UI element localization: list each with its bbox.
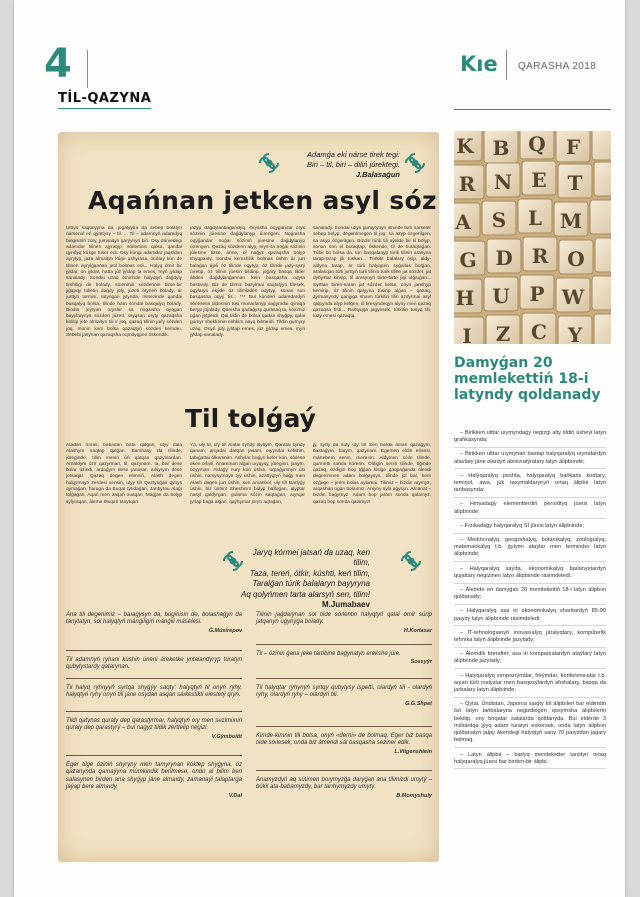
quote bbox=[256, 651, 432, 667]
svg-text:F: F bbox=[565, 135, 581, 159]
svg-text:U: U bbox=[492, 284, 510, 308]
quote-text: Eger tilge óziniń shyryny men tamyrynan kóktep shyǵyna, óz qazanynda qaınaýyna múmkindik berilmese, ondo al bilim beri salasynen birden ana shyǵyp jáne almaıdy, zamanaýi talaptarǵa jaýap bere almaıdy. bbox=[66, 762, 242, 791]
quote-divider bbox=[256, 644, 432, 645]
quote-text: Ana tili degenimiz – baıaǵysyn da, búginisin de, bolashaǵyn da tanytatyn, sol halyqtyń mánǵiligiń mánǵili máselesi. bbox=[66, 612, 242, 626]
svg-text:S: S bbox=[491, 208, 507, 232]
article-title: Aqańnan jetken asyl sóz bbox=[88, 186, 437, 215]
quote-divider bbox=[256, 726, 432, 727]
quote-author: Ǵ.Músirepov bbox=[208, 627, 242, 634]
quote-text: Til adamnyń ryhani kúshin úneni áreketke yntalandyryp turatyn qubylystardy qatarynan. bbox=[66, 657, 242, 671]
quote-text: Kimde-kimnin tili bolsa, onyń «derni» de bolmaq. Eger biz basqa tilde sóılesek, onda biz ámendi sál basqasha seziner edik. bbox=[256, 733, 432, 747]
article-column: Ýa, uly til, uly til! Alatai syndy alybym, Qaratai syndy qanam, arqadai darqan jasam, oıyyndai kelistim, tabıǵattai ólkemnim. Ashylar baǵyn keler kún, sóılese eken orlasi. Anamman algan uıyqysy, júreginn, janym, ozyyman. Aldaǵy nury kún úshin, urpaǵymnyn úsi úshin, namysymnyn tyy úshin, azattyqtyń baǵy men Alash degen jurt úshin, sen amanbol, uly til! Barlyǵy úshin, biz úshin! Sheshinm bolyp haltqǵan, alyptar nasyl qaldyrgan, gulama sózin saqtaǵan, aıyrqar jyrlap baǵa alǵan, qaýhymar joryn aqtaǵan, bbox=[190, 443, 305, 505]
newspaper-logo: Kıe bbox=[460, 52, 498, 76]
sidebar-paragraph: – Himıadaǵy elementterdiń perıodtyq júıesi latyn álipbıinde; bbox=[454, 501, 606, 519]
svg-text:R: R bbox=[458, 172, 476, 196]
quote-divider bbox=[66, 755, 242, 756]
kazakh-ornament-icon bbox=[400, 550, 422, 572]
header-divider bbox=[87, 50, 88, 88]
letter-blocks-photo bbox=[454, 131, 611, 344]
quote bbox=[256, 612, 432, 635]
article-column: jy, syrly da sulý uly til! Sen barda aman qazaǵym, bastaǵym, barym, qazynam. Egemen eldin eńsesi, mártebem senin, mereıim. Aldymen sóıle tilinde, qurmetti sonda kórerin. Óldigin seniń tilinde, tiǵinde qazaq, ózdigin bop tǵǵan kisige qaqpaǵanda ólendi degenimnen adam bolǵaysyn, tilinde jol bar, kem ozǵege – jerim bolas aylamaı. Tilimiz – bizdin arymyz, arqashan ogan bolaımız. Aniyny syla aǵysyn. Amanat – bizdin baǵymyz. Adam bop jaram sonda qalamyz, qazaq bop sonda qalamyz! bbox=[313, 443, 431, 505]
quote bbox=[66, 657, 242, 672]
svg-text:W: W bbox=[561, 285, 585, 309]
article-column: jazyp daǵdylanbaǵandyq. Oryssha oqyǵandar orys sózinin júiesine daǵdylanyp úırengen. Noǵaısha oqyǵandar noǵaı sóziniń júıesine daǵdylanyp úırengen. Qazaq sózderin alyp, orys-sa noǵai sózinin júiesine tizse, árine, ol naǵyz qazaqsha bolyp shyqpaıdy. Sondai kemshilik bolmas úshin ár jurt balaǵan ájeli óz tilinde oqytyp, óz tilinde jazý-syzý úıretip, óz tilinin júesin bildirip, joǵary basqa tilder ábden daǵdylanǵannan kein basqasha oqyta bastaıdy. Biz de tilimiz buzylmai saqtalýyn tilesek, oqýlaryn ekýde óz tilimizden oqytyp, sonan son basqasha oqyý tis... *** Bul kúnderi adamdardyń sóılesetin tilderinin túsi munarlanyp saǵymdai qýraqa beryp jojalady. Qanısha qadaǵysy qurasaq ta, kózimiz oǵan jetpeıdi. Qai tildin de bolsa qadan shyǵpy, qalai gumyr shekkenin eshkim anyq bilmeıdi. Tildin gumyry uzaq. Onyń joly jyldap emes, júz jyldap emes, myń jyldap sanalady. bbox=[190, 226, 305, 339]
poem-author: M.Jumabaev bbox=[321, 600, 370, 610]
quote-divider bbox=[66, 678, 242, 679]
svg-text:Q: Q bbox=[528, 132, 546, 156]
sidebar-paragraph: – IT-tehnologıanyń ınovasıalyq járalyqtary, kompúterlik tehnıka latyn álipbıinde jazylady; bbox=[454, 630, 606, 648]
kazakh-ornament-icon bbox=[258, 152, 280, 174]
sidebar-paragraph: – Álemde eń damyǵan 20 memlekettiń 18-i latyn álipbıin qoldanady; bbox=[454, 587, 606, 605]
article-column: Atadan mıras, babadan bata qalǵan, ulyy dala Alashym saqtap qalǵan. Barshasy da tilinde, júreginde, tilim meniń úń qatqan qazynlardan. Arnaldym ózir qazyrman, til, qazynam. Ia, bar dese bolar úzindi, ardaǵym dese janasar, aılsyrym dese jetsaqar. Qazaq degen elimniń, Alash degen halqymnyń zerdesi sensiń, ulyy til! Qaztynǵan qynys qymaǵan, haruga da Buqar tyndaǵan, Janbyrau Alaǵı tolǵaǵan, Aqań men Jaqań oıatqan, Maǵjan da bolyp sýlyraqan, áleme Muqań tanytqan. bbox=[66, 443, 182, 505]
quote-author: B.Momyshuly bbox=[396, 792, 432, 799]
article-column: sanalady. Sondai uzyn gumyrynyn ishinde túrli narseler sebep bolyp, degenlmegen til jog: sa azyp ózgerilgen, sa asyp ózgerilgen. Bizdin túrik tili aýelde bir til bolyp, sonan son el butaqtap, óskende, til de butaqtaǵan. Túbir bir bolsa da, túri basqalanyp túrik tilinin arasyna tarap-tarap jik tuskan... Túrkitit balalary ósip, aldy-aldyna tarap, ár túrli halyqpen syǵailas bolǵan, aralasqan túrli jurttyń túrli tilinin túrik tiline jat sózder, jat dybystar kirisip, til arasynyń birte-birte jigi ulǵaıǵan... Syrttan biren-saran jat sózder kelse, onyn janshyp kemirip, óz tilinin qalyyna túsirip alǵan – qazaq. Jyrmasyndy qanjyga shaım túrkitin tilin azdyrmai asyl qalpynda alyp kelgen, til tiresyndeqyn alyny men qazaq qazaqsa tisti... Rastyqqa jagynsek, túrkitin tunyq tili, túzy emesi qazaqta. bbox=[313, 226, 431, 320]
quote bbox=[66, 685, 242, 700]
svg-text:K: K bbox=[456, 134, 474, 158]
sidebar-paragraph: – Álemdik brendter, asa iri kompanıalardyń ataýlary latyn álipbıinde jazylady; bbox=[454, 651, 606, 669]
epigraph bbox=[282, 150, 400, 180]
poem-line: Taralǵan túrik balalaryn bayyryna bbox=[252, 579, 370, 589]
quote-text: Anamyzdyń aq sútimen boıymyzǵa daryǵan ana tilimizdi umytý – búkil ata-babamyzdy, bar tarıhymyzdy umytý. bbox=[256, 777, 432, 791]
quote-divider bbox=[66, 711, 242, 712]
poem-line: Aq qolyńmen tarta alarsyń sen, tilim! bbox=[241, 589, 370, 599]
quote-text: Til – ózinin ǵana jeke tártibine baǵynatyn erekshe júıe. bbox=[256, 651, 401, 657]
epigraph-line: Biri – til, biri – diliń júrektegi. bbox=[307, 160, 400, 169]
quote-text: Til halyq ryhnyyń syrtqa shyǵýy saqty: halyqtyń til onyń ryhy, halyqtyń ryhy onyń tili jáne osydan asqan sáıkestikti elestetý qıyn. bbox=[66, 685, 242, 699]
poem bbox=[240, 548, 370, 610]
sidebar-paragraph: – Halyqaralyq poshta, halyqaralyq bańkaris kodtary, temirjol, awa, júk tasymaldarynyń ortaq álipbıi latyn tańbasynda; bbox=[454, 473, 606, 498]
quote bbox=[66, 762, 242, 800]
svg-text:E: E bbox=[531, 168, 547, 192]
sidebar-paragraph: – Latyn álipbıi – barlyq memleketter tanstyn ortaq halyqaralyq júıesi bar birden-bir álipbi. bbox=[454, 752, 606, 770]
sidebar-paragraph: – Birikken ulttar uıymyndaǵy negizgi alty tildiń úsheýi latyn grafıkasynda; bbox=[454, 430, 606, 448]
svg-text:D: D bbox=[495, 246, 513, 270]
sidebar-paragraph: – Medıtsınalyq, geografıalyq, botanıkalyq, zoologıalyq, matematıkalyq t.b. ǵylymı ataýlar men terminder latyn álipbıinde; bbox=[454, 537, 606, 562]
quote-text: Til halyqtar ryhynyń syrtqy qubylysy ispetti, olardyń tili - olardyń ryhy, olardyń ryhy – olardyń tili. bbox=[256, 685, 432, 699]
article-column: Ulttyń saqtalýyna da, joǵalýyna da sebep bolatyn nárseniń eń qýattysy – til. ... Til – adamnyń adamdyq belgisiniń zory, jumsaityn qarýynyń biri. Osy dúnıedegi adamdar tilinen ajyratyp, sóıleıtinin qalsa, qandai qyndyq kúsge tuser edi. Osy kúngi adamdar jaqsidan ayrylyp, jaza almaityn kúge ushyrasa, ondaıy kún de tilinen ayrylǵannan jetil bolmas edi... Halyq ómir bir jyldar, on jyldar, hatta júz jyldap ta emes, myń jyldap sanalady. Sondai uzaq ómirinde halyqtyń daǵdyly tirshiligi de bolady, súıeniniń sózderinin birse-bir jiǵapqy tolietin daǵdy joly, júzeti óryneń bolady, ár jurttyń turmisi, tutyngan jylynda, minezinde qandai basqalyq bolsa, tilinde hám sondai basqalyq bolady. Biodin jeytyan oryslar sa nogaısha oyqgan bayylarynys sózderi júzeti, oryqsan oryty qazaqsha kelitip jete almaityn tili ir joq, qazaq tilinin jaıly sózderi joq, munin kem bolsa qazaqtyń sózderi kemdeı. Sebebi jasynan qazaqsha oqındyqpen óskendik. bbox=[66, 226, 182, 339]
quote-text: Tilinin jaǵdaıynan sol tilde sóılentin halyqtyń qalai ómir súrip jatqanyn uǵynýǵa bolady. bbox=[256, 612, 432, 626]
logo-divider bbox=[506, 50, 507, 80]
quote-author: Sossyýr bbox=[410, 659, 432, 666]
quote-author: V.Gýmboldt bbox=[211, 733, 242, 740]
quote bbox=[256, 777, 432, 800]
svg-text:H: H bbox=[455, 286, 475, 310]
poem-line: Jaryq kórmei jatsań da uzaq, ken tilim, bbox=[252, 548, 370, 568]
sidebar-paragraph: – Halyqaralyq sımpozıýmdar, forýmdar, konferensıalar t.b. aıyan túrli ınalystar men basqosýlardyń afıshalary, basqa da jarbalary latyn álipbıinde; bbox=[454, 673, 606, 698]
svg-text:B: B bbox=[492, 136, 510, 160]
svg-text:M: M bbox=[559, 209, 583, 233]
quote-divider bbox=[256, 678, 432, 679]
quote bbox=[66, 718, 242, 741]
epigraph-line: Adamǵa eki nárse tirek tegi: bbox=[307, 150, 400, 159]
sidebar-paragraph: – Halyqaralyq asa iri ekonomıkalyq sharttardyń 85-90 paıyzy latyn álipbıinde rásimdeledi; bbox=[454, 608, 606, 626]
quote-text: Tildi qatynas quraly dep qarastyrmaı, halyqtyń oıy men sezimiıniń quraly dep qarastyrý – bul naǵyz tildik zerttelip negizi. bbox=[66, 718, 242, 732]
svg-text:O: O bbox=[567, 247, 585, 271]
issue-month: QARASHA 2018 bbox=[518, 61, 597, 72]
quote-divider bbox=[256, 770, 432, 771]
svg-text:L: L bbox=[527, 206, 543, 230]
svg-text:Z: Z bbox=[495, 322, 511, 344]
svg-text:N: N bbox=[493, 170, 513, 194]
svg-text:P: P bbox=[529, 282, 545, 306]
svg-text:T: T bbox=[567, 171, 583, 195]
kazakh-ornament-icon bbox=[404, 152, 426, 174]
quote bbox=[256, 685, 432, 708]
sidebar-paragraph: – Birikken ulttar uıymynan bastap halyqaralyq uıymdardyń atavlary jáne olardyń abrevıatýralary latyn álipbıinde; bbox=[454, 451, 606, 469]
sidebar-paragraph: – Halyqaralyq saýda, ekonomıkalyq baılanystardyń qujattary negizinen latyn álipbıinde rásimdeledi. bbox=[454, 566, 606, 584]
page-number: 4 bbox=[44, 41, 72, 87]
quote-author: V.Dal bbox=[228, 792, 242, 799]
svg-text:G: G bbox=[459, 248, 477, 272]
section-underline bbox=[58, 108, 151, 109]
quote bbox=[66, 612, 242, 635]
epigraph-author: J.Balasaǵun bbox=[355, 170, 400, 179]
sidebar-paragraph: – Qytai, Úndistan, Japonıa saıqty tól álipbıleri bar elderdiń ózi latyn tańbalaryna negizdelgen qosymsha álipbılerin bekitip, ony birqatar salalarda qoldanýda. Bul elderde 3 mıllıardqa jýyq adam turatyn eskersek, onda latyn álipbıin qoldanatyn jalpy álemdegi halyqtyń sany 70 paıyzdan jaǵary bolmaq. bbox=[454, 701, 606, 748]
quote-divider bbox=[66, 650, 242, 651]
svg-text:C: C bbox=[531, 320, 547, 344]
sidebar-paragraph: – Fızıkadaǵy halyqaralyq SI júıesi latyn álipbıinde; bbox=[454, 523, 606, 534]
header-rule-right bbox=[454, 109, 611, 110]
section-title: TİL-QAZYNA bbox=[58, 91, 152, 106]
svg-text:R: R bbox=[531, 244, 549, 268]
sidebar-title: Damyǵan 20 memlekettiń 18-i latyndy qoldanady bbox=[454, 355, 601, 403]
quote bbox=[256, 733, 432, 756]
sidebar-text bbox=[454, 430, 606, 773]
svg-text:I: I bbox=[462, 324, 472, 344]
quote-author: G.G.Shpet bbox=[405, 700, 432, 707]
quote-author: H.Kortasar bbox=[403, 627, 432, 634]
quote-author: L.Vitgenshtein bbox=[394, 748, 432, 755]
svg-text:A: A bbox=[455, 210, 471, 234]
svg-text:Y: Y bbox=[567, 323, 583, 344]
poem-line: Taza, tereń, ótkir, kúshti, keń tilim, bbox=[249, 568, 370, 578]
article-title: Til tolǵaý bbox=[185, 404, 316, 433]
